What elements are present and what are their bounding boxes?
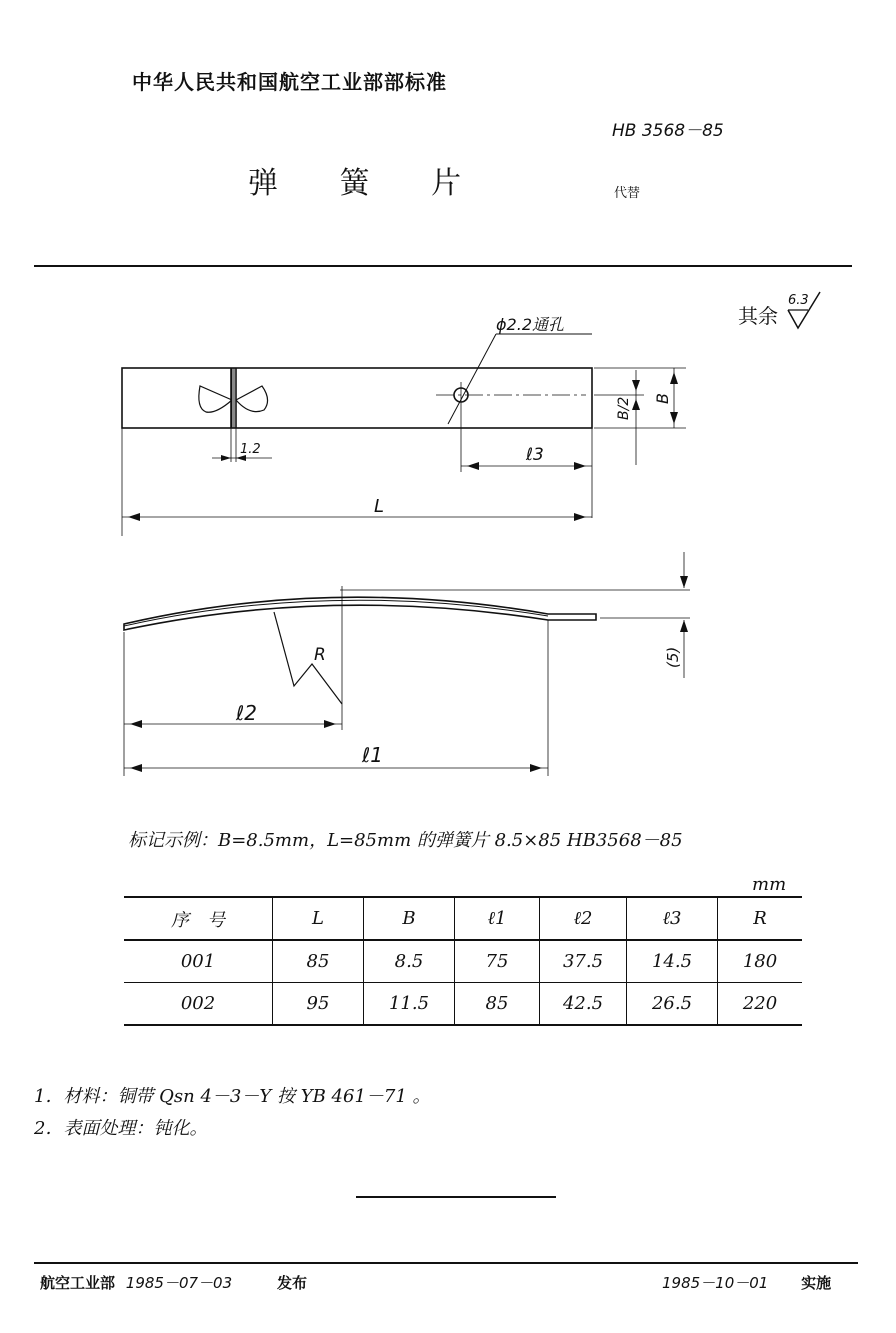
table-cell: 75	[455, 940, 540, 983]
hole-label: ϕ2.2通孔	[496, 315, 565, 334]
effective-label: 实施	[801, 1274, 832, 1292]
table-cell: 26.5	[627, 983, 718, 1026]
dim-l3: ℓ3	[526, 445, 544, 465]
dim-B-half: B/2	[616, 396, 632, 420]
footer-right	[662, 1272, 831, 1293]
table-cell: 85	[455, 983, 540, 1026]
table-cell: 180	[718, 940, 803, 983]
standard-number: HB 3568－85	[612, 121, 724, 141]
dim-l2: ℓ2	[236, 701, 257, 725]
issuer: 航空工业部	[40, 1274, 116, 1292]
table-cell: 002	[124, 983, 273, 1026]
organization-title: 中华人民共和国航空工业部部标准	[132, 70, 447, 94]
effective-date: 1985－10－01	[662, 1274, 769, 1292]
col-header: ℓ3	[627, 897, 718, 940]
col-header: B	[364, 897, 455, 940]
dim-B: B	[653, 393, 672, 404]
col-header: 序 号	[124, 897, 273, 940]
dim-5: (5)	[664, 646, 682, 668]
dim-L: L	[374, 496, 385, 517]
roughness-value: 6.3	[788, 293, 809, 308]
dim-R: R	[314, 645, 326, 665]
footer-left	[40, 1272, 307, 1293]
dimension-table	[124, 896, 802, 1026]
note-surface-treatment: 2．表面处理：钝化。	[34, 1118, 208, 1139]
col-header: R	[718, 897, 803, 940]
table-row	[124, 983, 802, 1026]
table-cell: 42.5	[540, 983, 627, 1026]
table-cell: 001	[124, 940, 273, 983]
dim-1-2: 1.2	[240, 442, 261, 457]
table-header-row	[124, 897, 802, 940]
end-rule	[356, 1196, 556, 1198]
table-cell: 95	[273, 983, 364, 1026]
spring-plate-top-view	[122, 368, 592, 428]
technical-drawing	[0, 300, 896, 800]
table-cell: 11.5	[364, 983, 455, 1026]
roughness-label: 其余	[738, 304, 778, 328]
note-material: 1．材料：铜带 Qsn 4－3－Y 按 YB 461－71 。	[34, 1086, 431, 1107]
table-cell: 14.5	[627, 940, 718, 983]
table-row	[124, 940, 802, 983]
issue-label: 发布	[276, 1274, 307, 1292]
header-rule	[34, 265, 852, 267]
table-cell: 85	[273, 940, 364, 983]
col-header: L	[273, 897, 364, 940]
table-cell: 220	[718, 983, 803, 1026]
footer-rule	[34, 1262, 858, 1264]
replaces-label: 代替	[614, 186, 641, 201]
table-cell: 8.5	[364, 940, 455, 983]
table-cell: 37.5	[540, 940, 627, 983]
col-header: ℓ2	[540, 897, 627, 940]
unit-label: mm	[752, 874, 787, 895]
spring-plate-side-view	[124, 597, 596, 630]
issue-date: 1985－07－03	[125, 1274, 233, 1292]
marking-example: 标记示例：B=8.5mm，L=85mm 的弹簧片 8.5×85 HB3568－85	[128, 830, 683, 851]
col-header: ℓ1	[455, 897, 540, 940]
document-title: 弹 簧 片	[248, 166, 488, 201]
dim-l1: ℓ1	[362, 743, 383, 767]
